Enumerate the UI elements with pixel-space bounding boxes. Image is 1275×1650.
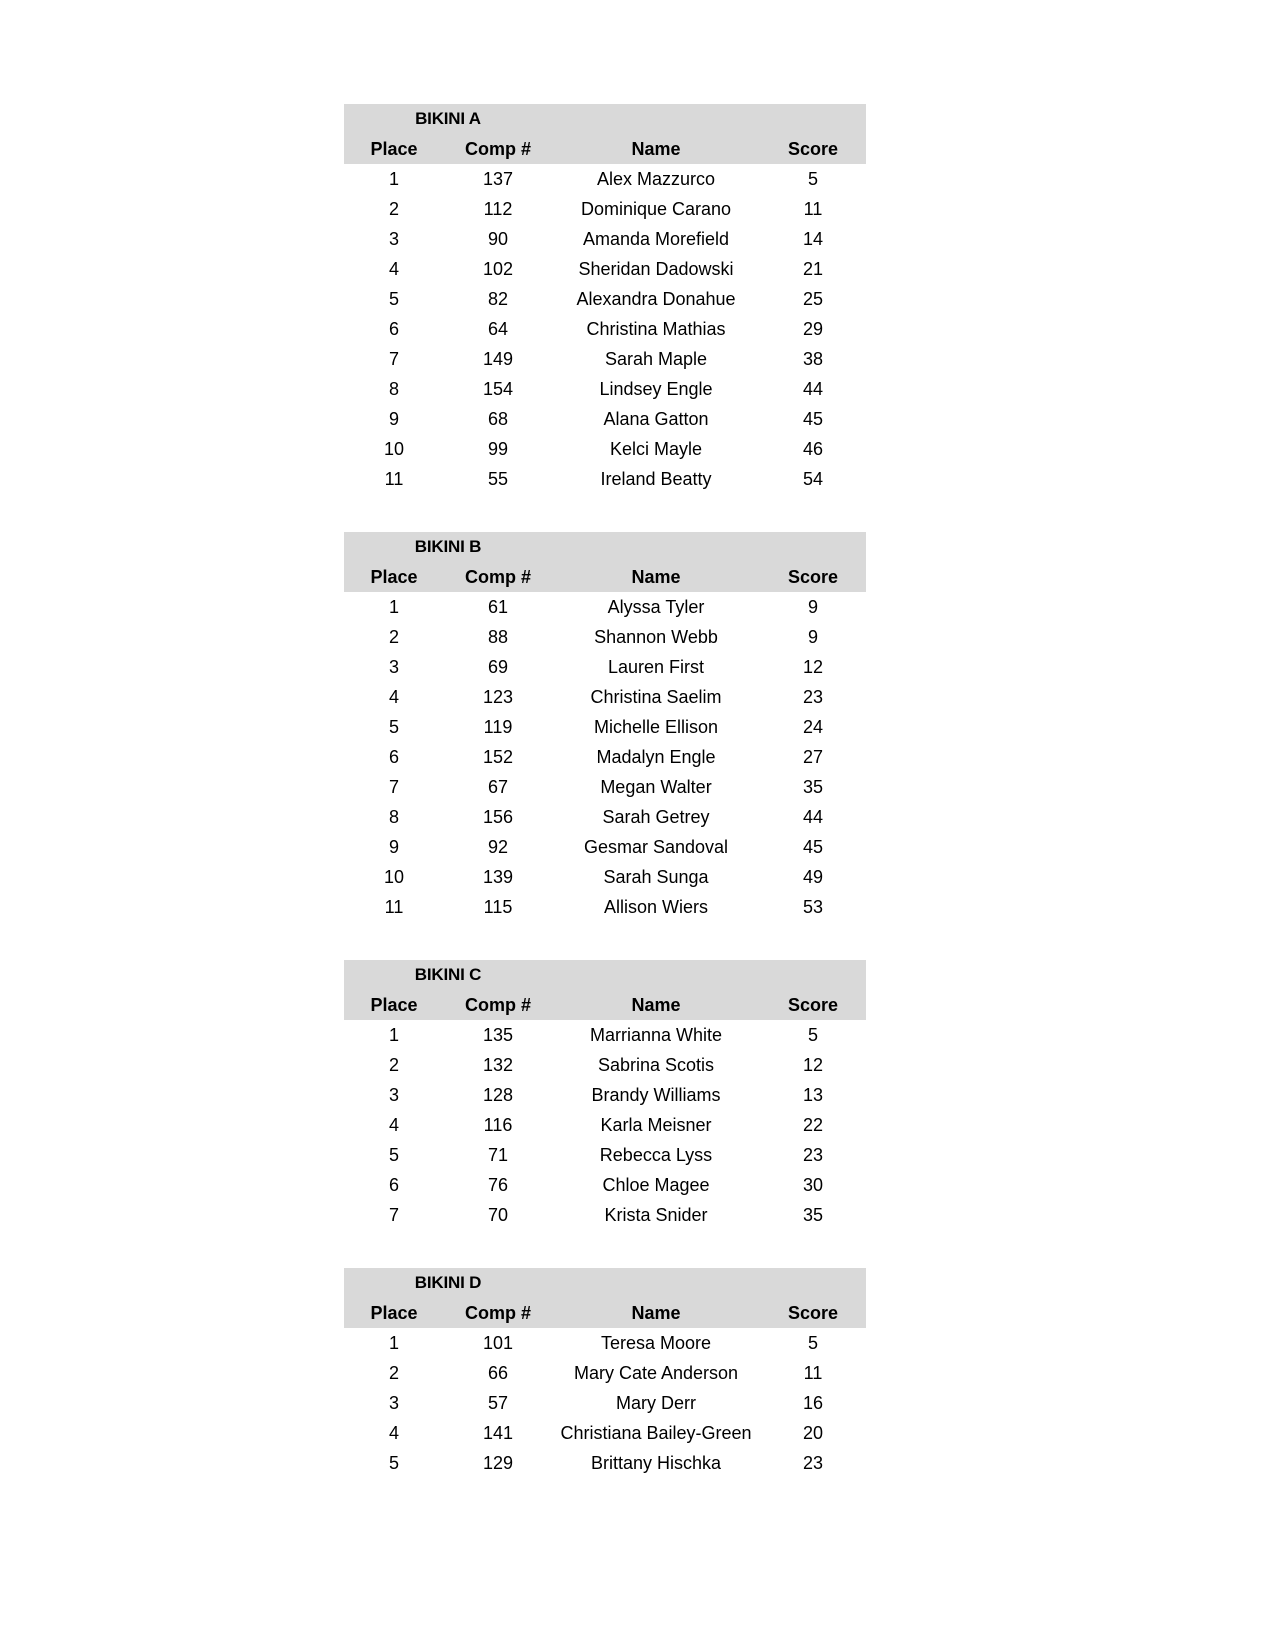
column-header-score: Score [760, 990, 866, 1020]
cell-comp: 61 [444, 592, 552, 622]
cell-name: Teresa Moore [552, 1328, 760, 1358]
table-row [344, 862, 866, 892]
table-row [344, 622, 866, 652]
cell-place: 10 [344, 862, 444, 892]
column-header-comp: Comp # [444, 1298, 552, 1328]
column-header-place: Place [344, 134, 444, 164]
division-title-row [344, 532, 866, 562]
division-block [344, 104, 866, 494]
column-header-place: Place [344, 1298, 444, 1328]
cell-score: 29 [760, 314, 866, 344]
cell-name: Karla Meisner [552, 1110, 760, 1140]
cell-name: Marrianna White [552, 1020, 760, 1050]
cell-comp: 71 [444, 1140, 552, 1170]
cell-score: 44 [760, 802, 866, 832]
cell-place: 3 [344, 1080, 444, 1110]
cell-place: 7 [344, 772, 444, 802]
cell-comp: 123 [444, 682, 552, 712]
table-row [344, 434, 866, 464]
results-table [344, 960, 866, 1230]
division-title-row [344, 960, 866, 990]
cell-place: 2 [344, 622, 444, 652]
cell-score: 23 [760, 1448, 866, 1478]
cell-name: Shannon Webb [552, 622, 760, 652]
cell-place: 2 [344, 1358, 444, 1388]
cell-comp: 129 [444, 1448, 552, 1478]
table-row [344, 712, 866, 742]
column-header-name: Name [552, 562, 760, 592]
cell-score: 12 [760, 1050, 866, 1080]
cell-place: 11 [344, 464, 444, 494]
cell-place: 5 [344, 284, 444, 314]
cell-score: 20 [760, 1418, 866, 1448]
results-sheet [344, 104, 866, 1478]
cell-name: Brandy Williams [552, 1080, 760, 1110]
cell-comp: 116 [444, 1110, 552, 1140]
cell-place: 10 [344, 434, 444, 464]
cell-name: Ireland Beatty [552, 464, 760, 494]
cell-comp: 149 [444, 344, 552, 374]
column-header-name: Name [552, 1298, 760, 1328]
cell-comp: 92 [444, 832, 552, 862]
division-title: BIKINI D [344, 1268, 552, 1298]
cell-place: 1 [344, 1020, 444, 1050]
column-header-name: Name [552, 990, 760, 1020]
table-row [344, 464, 866, 494]
cell-place: 5 [344, 1448, 444, 1478]
cell-name: Sarah Getrey [552, 802, 760, 832]
cell-comp: 119 [444, 712, 552, 742]
cell-name: Sarah Maple [552, 344, 760, 374]
cell-comp: 67 [444, 772, 552, 802]
cell-place: 1 [344, 164, 444, 194]
table-row [344, 224, 866, 254]
table-row [344, 592, 866, 622]
cell-score: 53 [760, 892, 866, 922]
cell-score: 35 [760, 1200, 866, 1230]
cell-place: 8 [344, 374, 444, 404]
cell-score: 27 [760, 742, 866, 772]
cell-comp: 137 [444, 164, 552, 194]
cell-name: Chloe Magee [552, 1170, 760, 1200]
cell-name: Krista Snider [552, 1200, 760, 1230]
table-row [344, 772, 866, 802]
cell-name: Sarah Sunga [552, 862, 760, 892]
table-row [344, 1110, 866, 1140]
cell-comp: 135 [444, 1020, 552, 1050]
cell-place: 1 [344, 1328, 444, 1358]
table-row [344, 832, 866, 862]
division-title-spacer [552, 1268, 866, 1298]
column-header-comp: Comp # [444, 134, 552, 164]
cell-comp: 132 [444, 1050, 552, 1080]
cell-name: Christina Mathias [552, 314, 760, 344]
table-row [344, 1328, 866, 1358]
cell-score: 35 [760, 772, 866, 802]
table-row [344, 344, 866, 374]
table-row [344, 404, 866, 434]
column-header-name: Name [552, 134, 760, 164]
cell-comp: 154 [444, 374, 552, 404]
cell-name: Mary Cate Anderson [552, 1358, 760, 1388]
column-header-place: Place [344, 990, 444, 1020]
cell-comp: 57 [444, 1388, 552, 1418]
table-row [344, 1388, 866, 1418]
cell-score: 11 [760, 1358, 866, 1388]
cell-place: 5 [344, 712, 444, 742]
table-row [344, 374, 866, 404]
table-row [344, 652, 866, 682]
cell-comp: 66 [444, 1358, 552, 1388]
column-header-comp: Comp # [444, 990, 552, 1020]
cell-comp: 112 [444, 194, 552, 224]
cell-place: 9 [344, 404, 444, 434]
cell-name: Michelle Ellison [552, 712, 760, 742]
cell-name: Dominique Carano [552, 194, 760, 224]
cell-score: 5 [760, 164, 866, 194]
cell-place: 11 [344, 892, 444, 922]
table-row [344, 1020, 866, 1050]
column-header-score: Score [760, 1298, 866, 1328]
cell-score: 54 [760, 464, 866, 494]
results-table [344, 1268, 866, 1478]
cell-score: 5 [760, 1020, 866, 1050]
cell-score: 30 [760, 1170, 866, 1200]
column-header-place: Place [344, 562, 444, 592]
table-row [344, 892, 866, 922]
cell-name: Alexandra Donahue [552, 284, 760, 314]
table-row [344, 682, 866, 712]
cell-name: Brittany Hischka [552, 1448, 760, 1478]
division-title-row [344, 104, 866, 134]
cell-comp: 115 [444, 892, 552, 922]
table-row [344, 1170, 866, 1200]
cell-score: 12 [760, 652, 866, 682]
cell-score: 9 [760, 592, 866, 622]
cell-comp: 70 [444, 1200, 552, 1230]
cell-comp: 68 [444, 404, 552, 434]
column-header-score: Score [760, 134, 866, 164]
cell-score: 22 [760, 1110, 866, 1140]
cell-score: 24 [760, 712, 866, 742]
cell-place: 1 [344, 592, 444, 622]
cell-comp: 156 [444, 802, 552, 832]
division-title: BIKINI B [344, 532, 552, 562]
cell-place: 3 [344, 1388, 444, 1418]
cell-place: 9 [344, 832, 444, 862]
division-title-row [344, 1268, 866, 1298]
cell-score: 9 [760, 622, 866, 652]
cell-name: Alyssa Tyler [552, 592, 760, 622]
cell-comp: 141 [444, 1418, 552, 1448]
cell-score: 5 [760, 1328, 866, 1358]
cell-comp: 88 [444, 622, 552, 652]
table-row [344, 1140, 866, 1170]
division-block [344, 1268, 866, 1478]
division-title-spacer [552, 532, 866, 562]
cell-name: Sabrina Scotis [552, 1050, 760, 1080]
column-header-comp: Comp # [444, 562, 552, 592]
cell-comp: 55 [444, 464, 552, 494]
cell-score: 14 [760, 224, 866, 254]
cell-name: Lauren First [552, 652, 760, 682]
cell-comp: 102 [444, 254, 552, 284]
cell-score: 21 [760, 254, 866, 284]
cell-comp: 99 [444, 434, 552, 464]
table-row [344, 1200, 866, 1230]
cell-score: 49 [760, 862, 866, 892]
cell-place: 2 [344, 1050, 444, 1080]
cell-score: 23 [760, 1140, 866, 1170]
cell-name: Alex Mazzurco [552, 164, 760, 194]
cell-name: Christina Saelim [552, 682, 760, 712]
table-row [344, 284, 866, 314]
column-header-row [344, 990, 866, 1020]
table-row [344, 742, 866, 772]
cell-name: Megan Walter [552, 772, 760, 802]
results-table [344, 104, 866, 494]
cell-score: 46 [760, 434, 866, 464]
cell-name: Sheridan Dadowski [552, 254, 760, 284]
cell-name: Lindsey Engle [552, 374, 760, 404]
column-header-row [344, 134, 866, 164]
cell-comp: 69 [444, 652, 552, 682]
division-title: BIKINI A [344, 104, 552, 134]
cell-score: 13 [760, 1080, 866, 1110]
cell-place: 6 [344, 742, 444, 772]
cell-place: 2 [344, 194, 444, 224]
cell-score: 45 [760, 832, 866, 862]
cell-score: 45 [760, 404, 866, 434]
division-block [344, 532, 866, 922]
cell-score: 11 [760, 194, 866, 224]
table-row [344, 254, 866, 284]
cell-comp: 101 [444, 1328, 552, 1358]
cell-name: Gesmar Sandoval [552, 832, 760, 862]
table-row [344, 194, 866, 224]
cell-comp: 152 [444, 742, 552, 772]
cell-comp: 76 [444, 1170, 552, 1200]
cell-name: Allison Wiers [552, 892, 760, 922]
cell-place: 6 [344, 314, 444, 344]
cell-name: Christiana Bailey-Green [552, 1418, 760, 1448]
column-header-row [344, 1298, 866, 1328]
cell-score: 44 [760, 374, 866, 404]
cell-name: Mary Derr [552, 1388, 760, 1418]
division-title-spacer [552, 960, 866, 990]
cell-score: 38 [760, 344, 866, 374]
cell-place: 3 [344, 224, 444, 254]
cell-comp: 90 [444, 224, 552, 254]
results-table [344, 532, 866, 922]
table-row [344, 1358, 866, 1388]
cell-place: 8 [344, 802, 444, 832]
table-row [344, 1050, 866, 1080]
cell-score: 23 [760, 682, 866, 712]
cell-place: 4 [344, 682, 444, 712]
table-row [344, 1418, 866, 1448]
table-row [344, 314, 866, 344]
cell-name: Alana Gatton [552, 404, 760, 434]
column-header-row [344, 562, 866, 592]
cell-place: 4 [344, 1110, 444, 1140]
cell-comp: 139 [444, 862, 552, 892]
cell-comp: 64 [444, 314, 552, 344]
cell-score: 16 [760, 1388, 866, 1418]
cell-place: 5 [344, 1140, 444, 1170]
division-title: BIKINI C [344, 960, 552, 990]
division-title-spacer [552, 104, 866, 134]
cell-place: 7 [344, 344, 444, 374]
cell-place: 4 [344, 1418, 444, 1448]
table-row [344, 164, 866, 194]
table-row [344, 1448, 866, 1478]
cell-place: 3 [344, 652, 444, 682]
table-row [344, 802, 866, 832]
cell-place: 4 [344, 254, 444, 284]
column-header-score: Score [760, 562, 866, 592]
cell-name: Madalyn Engle [552, 742, 760, 772]
cell-comp: 128 [444, 1080, 552, 1110]
cell-name: Rebecca Lyss [552, 1140, 760, 1170]
cell-name: Amanda Morefield [552, 224, 760, 254]
cell-place: 6 [344, 1170, 444, 1200]
table-row [344, 1080, 866, 1110]
cell-comp: 82 [444, 284, 552, 314]
cell-score: 25 [760, 284, 866, 314]
division-block [344, 960, 866, 1230]
cell-place: 7 [344, 1200, 444, 1230]
cell-name: Kelci Mayle [552, 434, 760, 464]
